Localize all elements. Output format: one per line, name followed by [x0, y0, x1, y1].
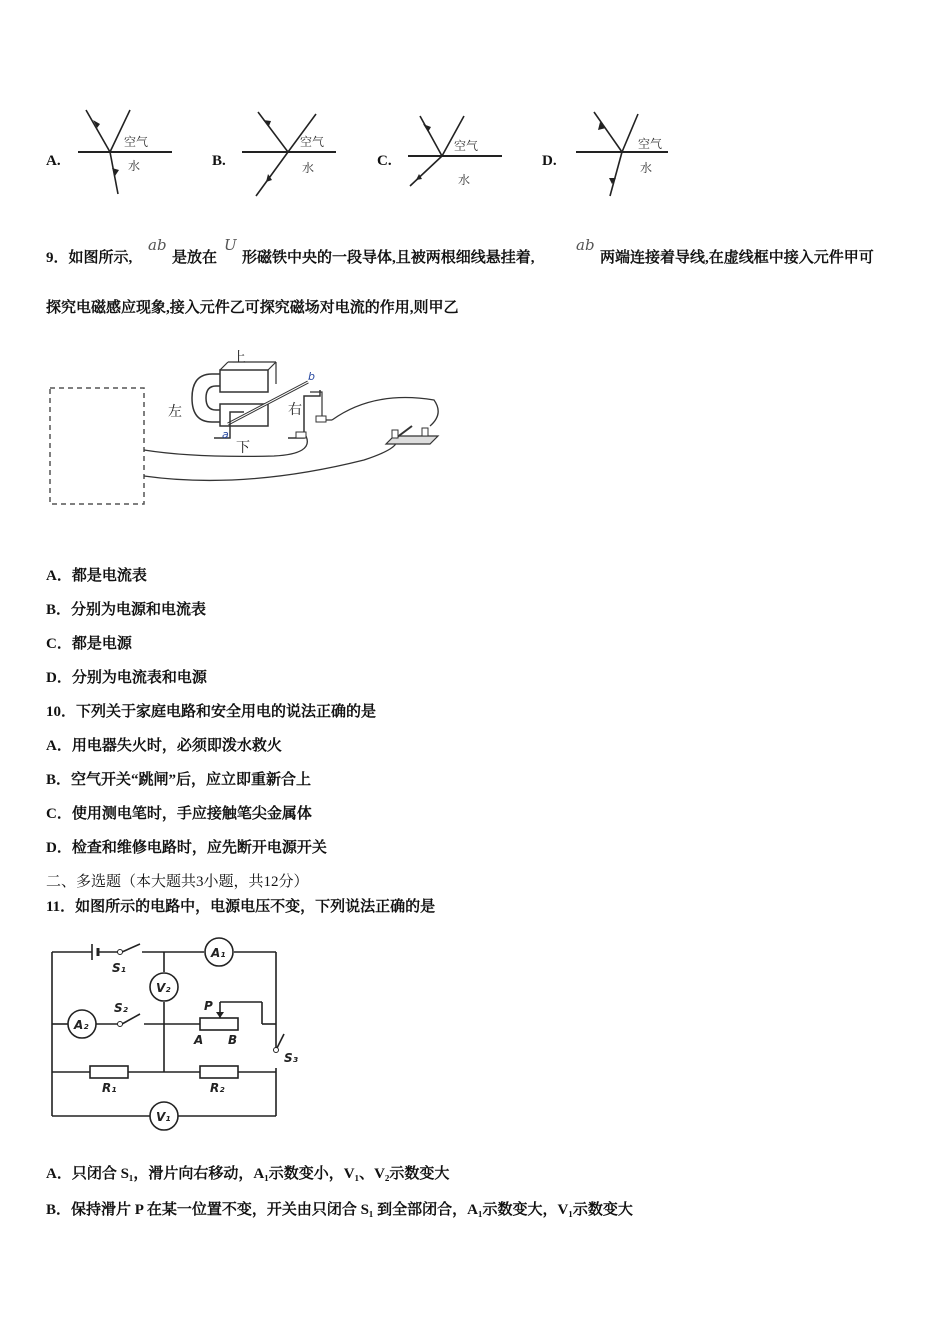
q8-option-d-letter[interactable]: D. — [542, 153, 557, 169]
q11-option-a[interactable]: A．只闭合 S₁，滑片向右移动，A₁示数变小，V₁、V₂示数变大 — [46, 1166, 450, 1182]
q11-label-s3: S₃ — [284, 1051, 298, 1065]
q11-label-s1: S₁ — [112, 961, 126, 975]
q8-option-b-letter[interactable]: B. — [212, 153, 226, 169]
q9-label-left: 左 — [168, 404, 182, 420]
q8-a-water-label: 水 — [128, 159, 141, 173]
q11-label-s2: S₂ — [114, 1001, 128, 1015]
q8-d-water-label: 水 — [640, 161, 653, 175]
q8-option-c-diagram — [402, 104, 512, 200]
q10-option-d[interactable]: D．检查和维修电路时，应先断开电源开关 — [46, 840, 327, 856]
q9-stem-part3: 形磁铁中央的一段导体,且被两根细线悬挂着, — [242, 250, 535, 266]
q9-option-a[interactable]: A．都是电流表 — [46, 568, 147, 584]
q9-label-a: a — [222, 428, 229, 441]
q9-u-symbol: U — [224, 236, 237, 254]
q9-label-up: 上 — [232, 350, 246, 366]
q9-ab-symbol-1: ab — [148, 236, 167, 254]
q11-label-r1: R₁ — [102, 1081, 117, 1095]
q11-label-r2: R₂ — [210, 1081, 225, 1095]
q11-label-p: P — [204, 999, 213, 1013]
q9-option-b[interactable]: B．分别为电源和电流表 — [46, 602, 207, 618]
q8-c-air-label: 空气 — [454, 139, 479, 153]
q9-stem-part1: 如图所示, — [68, 250, 133, 266]
q9-label-right: 右 — [288, 402, 302, 418]
q11-label-a2: A₂ — [74, 1018, 89, 1032]
q9-number: 9． — [46, 250, 69, 266]
q8-option-c-letter[interactable]: C. — [377, 153, 392, 169]
q9-stem-line2: 探究电磁感应现象,接入元件乙可探究磁场对电流的作用,则甲乙 — [46, 300, 459, 316]
q10-option-c[interactable]: C．使用测电笔时，手应接触笔尖金属体 — [46, 806, 312, 822]
q9-label-down: 下 — [236, 440, 250, 456]
q8-b-air-label: 空气 — [300, 135, 325, 149]
q11-label-b: B — [228, 1033, 238, 1047]
q11-option-b[interactable]: B．保持滑片 P 在某一位置不变，开关由只闭合 S₁ 到全部闭合，A₁示数变大，V₁示数变大 — [46, 1202, 633, 1218]
q8-option-d-diagram — [568, 104, 678, 200]
q9-dashed-box — [50, 388, 144, 504]
q10-option-b[interactable]: B．空气开关“跳闸”后，应立即重新合上 — [46, 772, 312, 788]
q10-option-a[interactable]: A．用电器失火时，必须即泼水救火 — [46, 738, 282, 754]
section-2-title: 二、多选题（本大题共3小题，共12分） — [46, 874, 309, 890]
q9-figure — [44, 340, 464, 512]
q11-stem: 11．如图所示的电路中，电源电压不变，下列说法正确的是 — [46, 899, 436, 915]
q9-label-b: b — [308, 370, 315, 383]
q9-ab-symbol-2: ab — [576, 236, 595, 254]
q11-label-v2: V₂ — [156, 981, 171, 995]
q8-option-b-diagram — [236, 104, 346, 200]
q8-a-air-label: 空气 — [124, 135, 149, 149]
q11-label-a: A — [194, 1033, 204, 1047]
q8-c-water-label: 水 — [458, 173, 471, 187]
q8-b-water-label: 水 — [302, 161, 315, 175]
q9-stem-part4: 两端连接着导线,在虚线框中接入元件甲可 — [600, 250, 874, 266]
q10-stem: 10．下列关于家庭电路和安全用电的说法正确的是 — [46, 704, 377, 720]
q8-d-air-label: 空气 — [638, 137, 663, 151]
q8-option-a-letter[interactable]: A. — [46, 153, 61, 169]
q9-option-d[interactable]: D．分别为电流表和电源 — [46, 670, 207, 686]
q11-circuit — [44, 932, 314, 1138]
q9-stem-line1 — [46, 248, 132, 268]
q9-option-c[interactable]: C．都是电源 — [46, 636, 132, 652]
q11-label-v1: V₁ — [156, 1110, 171, 1124]
q11-label-a1: A₁ — [211, 946, 226, 960]
q9-stem-part2: 是放在 — [172, 250, 218, 266]
q8-option-a-diagram — [72, 104, 182, 200]
